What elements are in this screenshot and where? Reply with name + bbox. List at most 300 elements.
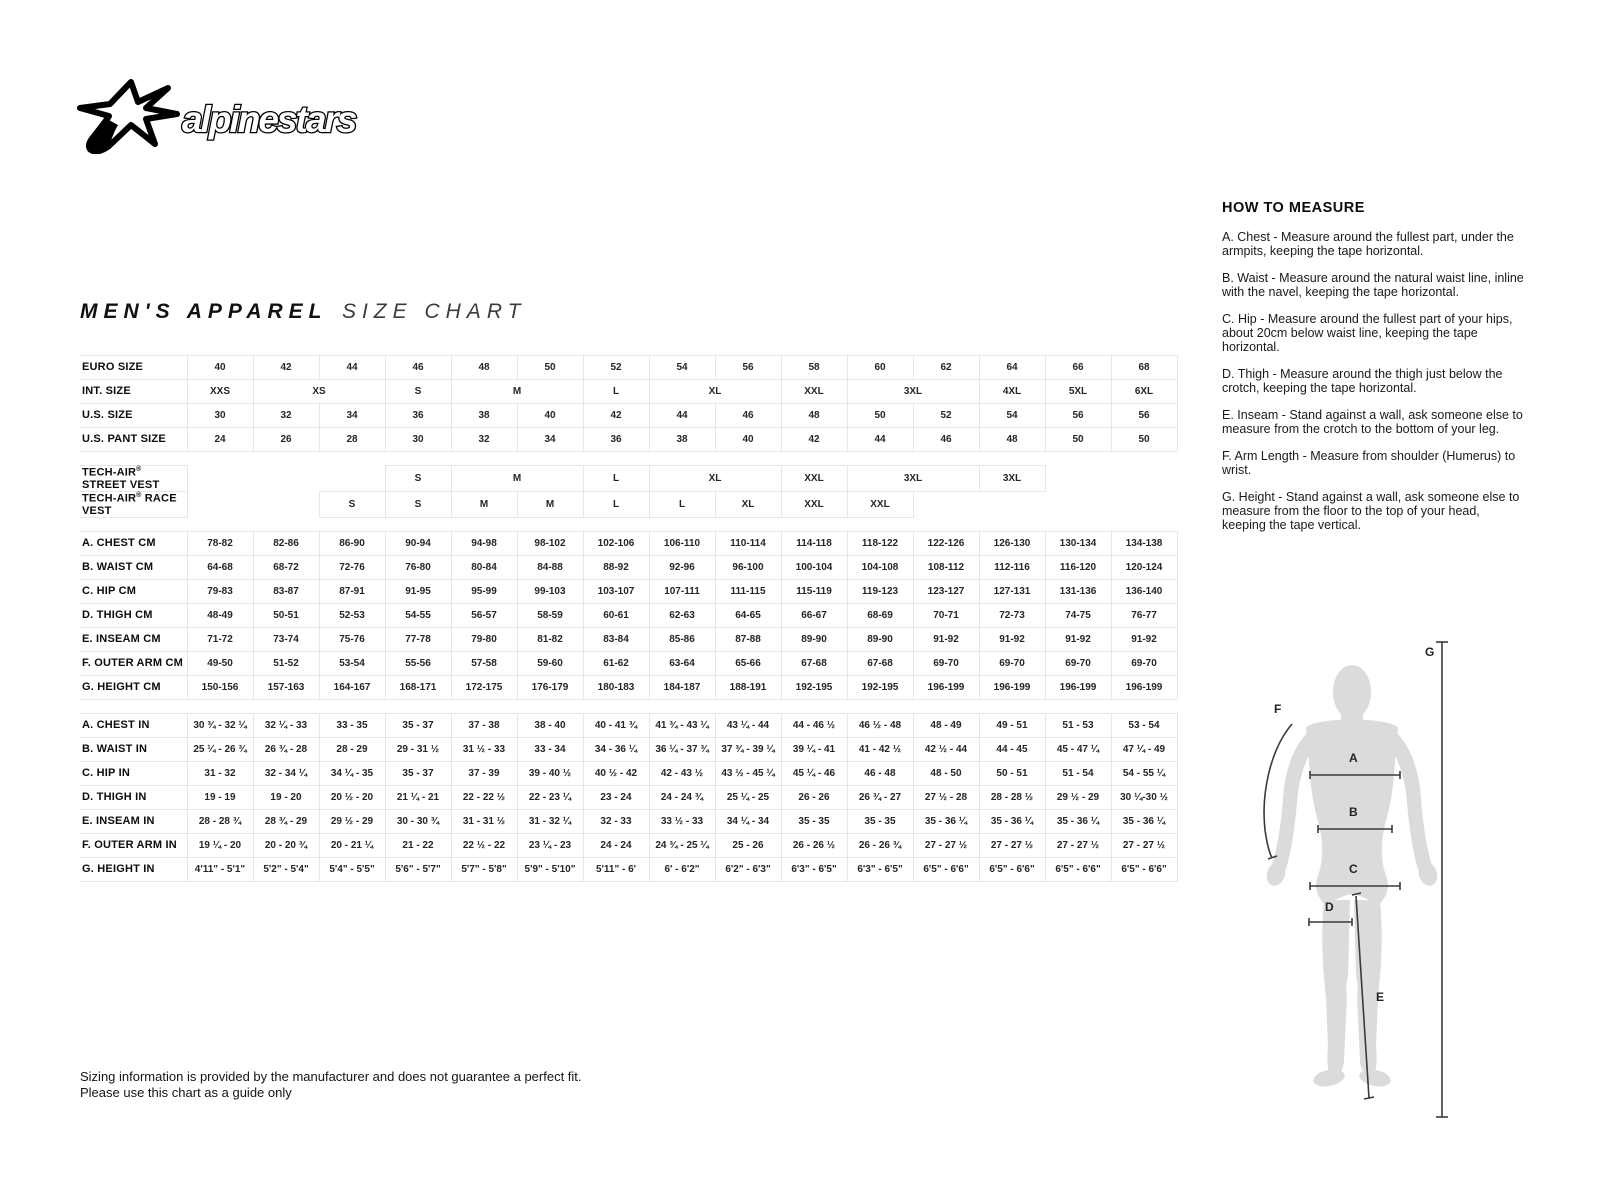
size-cell: S <box>385 491 451 517</box>
size-cell: 32 - 33 <box>583 809 649 833</box>
table-row <box>80 737 1177 761</box>
size-cell: 52-53 <box>319 603 385 627</box>
size-cell: 54 <box>649 356 715 380</box>
size-cell: 184-187 <box>649 675 715 699</box>
size-cell: 4XL <box>979 380 1045 404</box>
size-cell: 50 <box>1111 428 1177 452</box>
size-cell: 119-123 <box>847 579 913 603</box>
size-cell: 106-110 <box>649 531 715 555</box>
page-title-sub: SIZE CHART <box>341 300 527 323</box>
label-e: E <box>1376 990 1385 1004</box>
size-cell: 23 ¼ - 23 <box>517 833 583 857</box>
how-to-measure-panel <box>1222 200 1524 545</box>
size-cell: 27 - 27 ½ <box>979 833 1045 857</box>
size-cell: 79-83 <box>187 579 253 603</box>
row-label: U.S. SIZE <box>80 404 187 428</box>
size-cell: 32 - 34 ¼ <box>253 761 319 785</box>
size-cell: 67-68 <box>781 651 847 675</box>
size-cell: 46 <box>913 428 979 452</box>
row-label: C. HIP IN <box>80 761 187 785</box>
size-cell: 89-90 <box>847 627 913 651</box>
size-cell: 24 <box>187 428 253 452</box>
size-cell: 42 <box>781 428 847 452</box>
size-cell: L <box>583 380 649 404</box>
size-cell: 3XL <box>847 466 979 492</box>
size-cell: 28 <box>319 428 385 452</box>
size-cell: 34 <box>319 404 385 428</box>
table-row <box>80 380 1177 404</box>
size-cell: 31 - 31 ½ <box>451 809 517 833</box>
size-cell: 6'5" - 6'6" <box>979 857 1045 881</box>
measure-instruction-thigh: D. Thigh - Measure around the thigh just below the crotch, keeping the tape horizontal. <box>1222 367 1503 395</box>
size-cell: 168-171 <box>385 675 451 699</box>
size-cell: 37 - 38 <box>451 713 517 737</box>
size-cell: 64-68 <box>187 555 253 579</box>
size-cell: XL <box>649 466 781 492</box>
table-row <box>80 491 1177 517</box>
size-cell: 56 <box>1111 404 1177 428</box>
body-measurement-diagram <box>1228 612 1478 1127</box>
size-cell: 30 <box>385 428 451 452</box>
size-cell: 34 ¼ - 35 <box>319 761 385 785</box>
size-cell: 126-130 <box>979 531 1045 555</box>
table-row <box>80 404 1177 428</box>
empty-cell <box>913 491 1177 517</box>
size-cell: 66-67 <box>781 603 847 627</box>
size-cell: 40 - 41 ¾ <box>583 713 649 737</box>
size-cell: 56 <box>715 356 781 380</box>
size-cell: 33 - 34 <box>517 737 583 761</box>
size-cell: 30 <box>187 404 253 428</box>
size-cell: 49 - 51 <box>979 713 1045 737</box>
size-cell: 34 - 36 ¼ <box>583 737 649 761</box>
size-cell: 20 - 21 ¼ <box>319 833 385 857</box>
size-cell: 68-72 <box>253 555 319 579</box>
size-cell: 196-199 <box>979 675 1045 699</box>
size-cell: 48 <box>781 404 847 428</box>
size-cell: 68 <box>1111 356 1177 380</box>
size-cell: XXS <box>187 380 253 404</box>
size-cell: 29 ½ - 29 <box>319 809 385 833</box>
size-cell: S <box>385 466 451 492</box>
size-cell: 22 - 23 ¼ <box>517 785 583 809</box>
size-cell: 83-87 <box>253 579 319 603</box>
size-cell: 29 - 31 ½ <box>385 737 451 761</box>
row-label: C. HIP CM <box>80 579 187 603</box>
size-cell: 35 - 36 ¼ <box>1111 809 1177 833</box>
size-cell: 35 - 36 ¼ <box>979 809 1045 833</box>
size-cell: 5'2" - 5'4" <box>253 857 319 881</box>
body-silhouette <box>1264 665 1441 1089</box>
table-row <box>80 833 1177 857</box>
size-cell: 90-94 <box>385 531 451 555</box>
size-cell: 76-77 <box>1111 603 1177 627</box>
size-cell: 46 ½ - 48 <box>847 713 913 737</box>
size-cell: 54 <box>979 404 1045 428</box>
size-cell: 26 - 26 ¾ <box>847 833 913 857</box>
size-cell: 32 <box>451 428 517 452</box>
page-title <box>80 300 526 324</box>
size-cell: 32 ¼ - 33 <box>253 713 319 737</box>
size-cell: 25 ¼ - 26 ¾ <box>187 737 253 761</box>
size-cell: 65-66 <box>715 651 781 675</box>
size-cell: 28 - 29 <box>319 737 385 761</box>
size-cell: 127-131 <box>979 579 1045 603</box>
measure-instruction-arm: F. Arm Length - Measure from shoulder (Humerus) to wrist. <box>1222 449 1516 477</box>
size-cell: 53-54 <box>319 651 385 675</box>
size-cell: 31 ½ - 33 <box>451 737 517 761</box>
size-cell: 172-175 <box>451 675 517 699</box>
size-cell: 67-68 <box>847 651 913 675</box>
size-cell: 5'7" - 5'8" <box>451 857 517 881</box>
size-cell: XXL <box>781 491 847 517</box>
size-cell: 81-82 <box>517 627 583 651</box>
size-cell: 31 - 32 <box>187 761 253 785</box>
size-cell: 55-56 <box>385 651 451 675</box>
size-cell: S <box>385 380 451 404</box>
size-cell: 21 - 22 <box>385 833 451 857</box>
size-cell: 45 - 47 ¼ <box>1045 737 1111 761</box>
size-cell: 116-120 <box>1045 555 1111 579</box>
size-cell: 192-195 <box>781 675 847 699</box>
size-cell: 35 - 37 <box>385 761 451 785</box>
size-cell: 30 ¼-30 ½ <box>1111 785 1177 809</box>
size-cell: 79-80 <box>451 627 517 651</box>
size-cell: 50 <box>847 404 913 428</box>
size-cell: 51 - 53 <box>1045 713 1111 737</box>
row-label: D. THIGH IN <box>80 785 187 809</box>
size-cell: 63-64 <box>649 651 715 675</box>
size-cell: 26 ¾ - 28 <box>253 737 319 761</box>
size-cell: 50 - 51 <box>979 761 1045 785</box>
size-cell: 96-100 <box>715 555 781 579</box>
size-cell: 83-84 <box>583 627 649 651</box>
size-cell: 38 <box>649 428 715 452</box>
size-cell: 64 <box>979 356 1045 380</box>
size-cell: 72-73 <box>979 603 1045 627</box>
size-cell: 6'5" - 6'6" <box>913 857 979 881</box>
size-cell: 134-138 <box>1111 531 1177 555</box>
size-cell: 73-74 <box>253 627 319 651</box>
size-cell: L <box>583 466 649 492</box>
size-cell: 102-106 <box>583 531 649 555</box>
size-cell: 180-183 <box>583 675 649 699</box>
size-cell: 44 <box>847 428 913 452</box>
size-cell: 120-124 <box>1111 555 1177 579</box>
size-cell: 131-136 <box>1045 579 1111 603</box>
size-cell: 54-55 <box>385 603 451 627</box>
logo-wordmark: alpinestars <box>182 99 356 140</box>
size-cell: XXL <box>847 491 913 517</box>
table-row <box>80 579 1177 603</box>
size-cell: 61-62 <box>583 651 649 675</box>
size-cell: 46 <box>715 404 781 428</box>
size-cell: 91-92 <box>1045 627 1111 651</box>
row-label: E. INSEAM IN <box>80 809 187 833</box>
spacer-cell <box>80 517 1177 531</box>
size-cell: XXL <box>781 380 847 404</box>
size-cell: 29 ½ - 29 <box>1045 785 1111 809</box>
size-cell: 48 - 50 <box>913 761 979 785</box>
size-cell: 36 <box>583 428 649 452</box>
spacer-row <box>80 699 1177 713</box>
size-cell: 19 ¼ - 20 <box>187 833 253 857</box>
disclaimer-line-1: Sizing information is provided by the manufacturer and does not guarantee a perfect fit. <box>80 1069 582 1084</box>
size-cell: 47 ¼ - 49 <box>1111 737 1177 761</box>
label-f: F <box>1274 702 1282 716</box>
size-cell: 27 - 27 ½ <box>1111 833 1177 857</box>
size-cell: 48 - 49 <box>913 713 979 737</box>
size-cell: 59-60 <box>517 651 583 675</box>
size-cell: 68-69 <box>847 603 913 627</box>
size-cell: 5'4" - 5'5" <box>319 857 385 881</box>
row-label: F. OUTER ARM IN <box>80 833 187 857</box>
size-cell: XL <box>715 491 781 517</box>
size-cell: 122-126 <box>913 531 979 555</box>
size-cell: 40 <box>187 356 253 380</box>
size-cell: 25 - 26 <box>715 833 781 857</box>
size-cell: 44 <box>649 404 715 428</box>
row-label: G. HEIGHT IN <box>80 857 187 881</box>
size-cell: 69-70 <box>1111 651 1177 675</box>
size-cell: 57-58 <box>451 651 517 675</box>
measure-instruction-inseam: E. Inseam - Stand against a wall, ask someone else to measure from the crotch to the bottom of your leg. <box>1222 408 1523 436</box>
table-row <box>80 761 1177 785</box>
size-cell: 76-80 <box>385 555 451 579</box>
size-cell: 85-86 <box>649 627 715 651</box>
table-row <box>80 675 1177 699</box>
size-cell: 35 - 37 <box>385 713 451 737</box>
spacer-cell <box>80 452 1177 466</box>
size-cell: 45 ¼ - 46 <box>781 761 847 785</box>
row-label: A. CHEST CM <box>80 531 187 555</box>
size-cell: 52 <box>913 404 979 428</box>
disclaimer <box>80 1069 582 1102</box>
row-label: F. OUTER ARM CM <box>80 651 187 675</box>
size-cell: 157-163 <box>253 675 319 699</box>
size-cell: 56 <box>1045 404 1111 428</box>
size-cell: 44 - 46 ½ <box>781 713 847 737</box>
size-cell: 42 <box>583 404 649 428</box>
size-cell: 150-156 <box>187 675 253 699</box>
row-label: EURO SIZE <box>80 356 187 380</box>
row-label: B. WAIST CM <box>80 555 187 579</box>
size-cell: 60 <box>847 356 913 380</box>
size-cell: 5'6" - 5'7" <box>385 857 451 881</box>
table-row <box>80 809 1177 833</box>
row-label: B. WAIST IN <box>80 737 187 761</box>
size-cell: XXL <box>781 466 847 492</box>
size-cell: 69-70 <box>1045 651 1111 675</box>
size-cell: M <box>451 380 583 404</box>
size-cell: 44 - 45 <box>979 737 1045 761</box>
label-d: D <box>1325 900 1334 914</box>
measure-instruction-chest: A. Chest - Measure around the fullest part, under the armpits, keeping the tape horizontal. <box>1222 230 1514 258</box>
empty-cell <box>1045 466 1177 492</box>
size-cell: 21 ¼ - 21 <box>385 785 451 809</box>
size-cell: 37 ¾ - 39 ¼ <box>715 737 781 761</box>
size-cell: 35 - 36 ¼ <box>913 809 979 833</box>
size-cell: 40 <box>517 404 583 428</box>
size-cell: 28 ¾ - 29 <box>253 809 319 833</box>
size-cell: 26 - 26 <box>781 785 847 809</box>
size-cell: 25 ¼ - 25 <box>715 785 781 809</box>
spacer-row <box>80 517 1177 531</box>
size-cell: 77-78 <box>385 627 451 651</box>
size-cell: 35 - 35 <box>847 809 913 833</box>
empty-cell <box>187 466 385 492</box>
size-cell: 74-75 <box>1045 603 1111 627</box>
size-cell: 51-52 <box>253 651 319 675</box>
table-row <box>80 466 1177 492</box>
size-cell: 3XL <box>847 380 979 404</box>
spacer-cell <box>80 699 1177 713</box>
measure-instruction-height: G. Height - Stand against a wall, ask someone else to measure from the floor to the top of your head, keeping the tape vertical. <box>1222 490 1520 532</box>
size-cell: 107-111 <box>649 579 715 603</box>
size-cell: 35 - 35 <box>781 809 847 833</box>
size-cell: 82-86 <box>253 531 319 555</box>
size-cell: 58 <box>781 356 847 380</box>
size-cell: 35 - 36 ¼ <box>1045 809 1111 833</box>
size-cell: 27 - 27 ½ <box>913 833 979 857</box>
table-row <box>80 713 1177 737</box>
size-cell: 164-167 <box>319 675 385 699</box>
size-cell: 6'5" - 6'6" <box>1111 857 1177 881</box>
measure-instruction-waist: B. Waist - Measure around the natural waist line, inline with the navel, keeping the tape horizontal. <box>1222 271 1524 299</box>
size-cell: 49-50 <box>187 651 253 675</box>
size-cell: 33 - 35 <box>319 713 385 737</box>
size-cell: 104-108 <box>847 555 913 579</box>
size-cell: 41 ¾ - 43 ¼ <box>649 713 715 737</box>
size-cell: 100-104 <box>781 555 847 579</box>
size-cell: 6XL <box>1111 380 1177 404</box>
size-cell: 28 - 28 ½ <box>979 785 1045 809</box>
size-cell: 36 ¼ - 37 ¾ <box>649 737 715 761</box>
size-cell: 80-84 <box>451 555 517 579</box>
size-cell: 6' - 6'2" <box>649 857 715 881</box>
size-cell: 46 <box>385 356 451 380</box>
measure-instruction-hip: C. Hip - Measure around the fullest part of your hips, about 20cm below waist line, keeping the tape horizontal. <box>1222 312 1513 354</box>
row-label: INT. SIZE <box>80 380 187 404</box>
size-cell: 192-195 <box>847 675 913 699</box>
size-cell: 3XL <box>979 466 1045 492</box>
size-cell: M <box>451 466 583 492</box>
page-title-main: MEN'S APPAREL <box>80 300 328 323</box>
size-cell: 24 - 24 <box>583 833 649 857</box>
size-cell: 70-71 <box>913 603 979 627</box>
alpinestars-star-icon <box>80 82 177 151</box>
size-cell: 50 <box>517 356 583 380</box>
size-cell: 89-90 <box>781 627 847 651</box>
size-cell: 32 <box>253 404 319 428</box>
row-label: TECH-AIR® STREET VEST <box>80 466 187 492</box>
size-cell: 26 ¾ - 27 <box>847 785 913 809</box>
size-cell: 196-199 <box>1045 675 1111 699</box>
size-cell: 94-98 <box>451 531 517 555</box>
size-cell: 108-112 <box>913 555 979 579</box>
size-cell: 4'11" - 5'1" <box>187 857 253 881</box>
table-row <box>80 651 1177 675</box>
size-cell: L <box>583 491 649 517</box>
disclaimer-line-2: Please use this chart as a guide only <box>80 1085 292 1101</box>
size-cell: 40 ½ - 42 <box>583 761 649 785</box>
size-cell: 36 <box>385 404 451 428</box>
size-cell: 24 - 24 ¾ <box>649 785 715 809</box>
size-cell: 39 ¼ - 41 <box>781 737 847 761</box>
size-cell: 38 - 40 <box>517 713 583 737</box>
size-cell: 42 ½ - 44 <box>913 737 979 761</box>
size-cell: 40 <box>715 428 781 452</box>
table-row <box>80 555 1177 579</box>
label-g: G <box>1425 645 1435 659</box>
size-cell: 48-49 <box>187 603 253 627</box>
size-cell: 46 - 48 <box>847 761 913 785</box>
table-row <box>80 531 1177 555</box>
size-cell: 5'9" - 5'10" <box>517 857 583 881</box>
size-cell: 24 ¾ - 25 ¼ <box>649 833 715 857</box>
size-cell: 5XL <box>1045 380 1111 404</box>
size-cell: 114-118 <box>781 531 847 555</box>
size-cell: 99-103 <box>517 579 583 603</box>
size-cell: 50 <box>1045 428 1111 452</box>
size-cell: 43 ¼ - 44 <box>715 713 781 737</box>
size-cell: 30 ¾ - 32 ¼ <box>187 713 253 737</box>
size-cell: 56-57 <box>451 603 517 627</box>
size-cell: 22 ½ - 22 <box>451 833 517 857</box>
size-cell: 58-59 <box>517 603 583 627</box>
size-cell: M <box>517 491 583 517</box>
size-cell: 6'3" - 6'5" <box>781 857 847 881</box>
size-cell: XL <box>649 380 781 404</box>
size-cell: 111-115 <box>715 579 781 603</box>
size-cell: 33 ½ - 33 <box>649 809 715 833</box>
size-cell: 196-199 <box>913 675 979 699</box>
size-cell: 196-199 <box>1111 675 1177 699</box>
row-label: A. CHEST IN <box>80 713 187 737</box>
size-cell: 5'11" - 6' <box>583 857 649 881</box>
size-cell: 69-70 <box>913 651 979 675</box>
row-label: E. INSEAM CM <box>80 627 187 651</box>
size-cell: 66 <box>1045 356 1111 380</box>
size-cell: 110-114 <box>715 531 781 555</box>
size-cell: 91-95 <box>385 579 451 603</box>
size-cell: 42 <box>253 356 319 380</box>
size-cell: 71-72 <box>187 627 253 651</box>
size-cell: 52 <box>583 356 649 380</box>
label-a: A <box>1349 751 1358 765</box>
size-cell: 48 <box>979 428 1045 452</box>
size-cell: 20 ½ - 20 <box>319 785 385 809</box>
size-cell: 43 ½ - 45 ¼ <box>715 761 781 785</box>
row-label: D. THIGH CM <box>80 603 187 627</box>
size-cell: 88-92 <box>583 555 649 579</box>
size-cell: 60-61 <box>583 603 649 627</box>
size-cell: M <box>451 491 517 517</box>
size-cell: 27 ½ - 28 <box>913 785 979 809</box>
size-cell: 27 - 27 ½ <box>1045 833 1111 857</box>
size-cell: 19 - 19 <box>187 785 253 809</box>
size-cell: 115-119 <box>781 579 847 603</box>
table-row <box>80 428 1177 452</box>
size-cell: 30 - 30 ¾ <box>385 809 451 833</box>
size-cell: 136-140 <box>1111 579 1177 603</box>
size-cell: 34 ¼ - 34 <box>715 809 781 833</box>
row-label: TECH-AIR® RACE VEST <box>80 491 187 517</box>
size-cell: 38 <box>451 404 517 428</box>
size-cell: 103-107 <box>583 579 649 603</box>
label-b: B <box>1349 805 1358 819</box>
size-cell: XS <box>253 380 385 404</box>
